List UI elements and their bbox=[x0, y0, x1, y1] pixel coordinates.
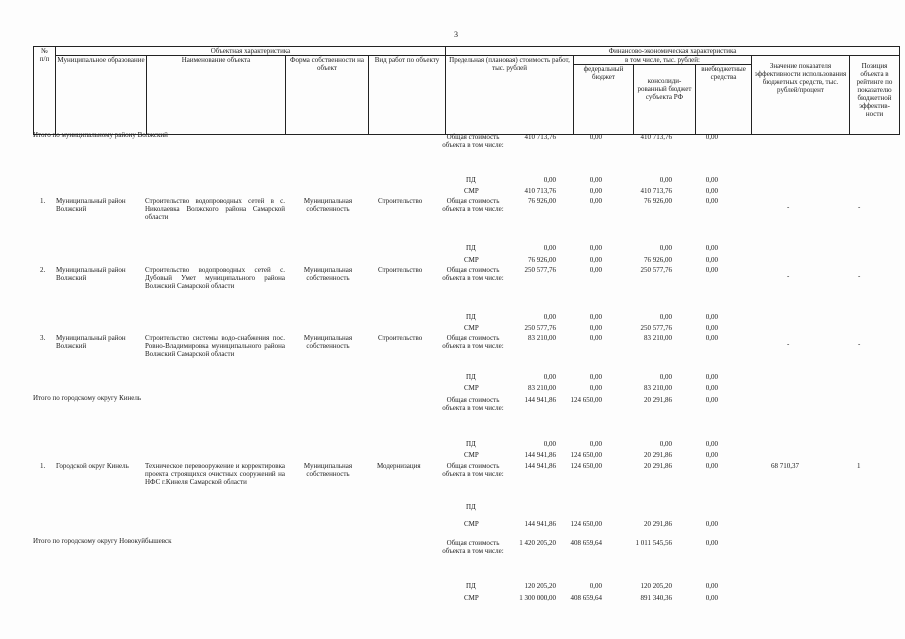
pd-row-federal: 0,00 bbox=[589, 313, 602, 321]
pd-row-consolidated: 0,00 bbox=[659, 244, 672, 252]
object-municipality: Городской округ Кинель bbox=[56, 462, 129, 470]
total-row-cost: 144 941,86 bbox=[524, 462, 556, 470]
smr-row-consolidated: 76 926,00 bbox=[644, 256, 672, 264]
smr-label: СМР bbox=[464, 520, 479, 528]
col-num-header: № п/п bbox=[34, 47, 56, 135]
smr-label: СМР bbox=[464, 594, 479, 602]
total-row-federal: 408 659,64 bbox=[570, 539, 602, 547]
object-position: - bbox=[858, 340, 861, 348]
pd-row-consolidated: 0,00 bbox=[659, 313, 672, 321]
total-cost-label: Общая стоимость объекта в том числе: bbox=[442, 462, 504, 479]
object-efficiency: - bbox=[787, 340, 790, 348]
total-row-consolidated: 250 577,76 bbox=[640, 266, 672, 274]
object-group-header: Объектная характеристика bbox=[56, 47, 446, 56]
object-position: 1 bbox=[857, 462, 861, 470]
object-municipality: Муниципальный район Волжский bbox=[56, 266, 126, 283]
pd-label: ПД bbox=[466, 244, 476, 252]
object-name: Строительство водопроводных сетей в с. Николаевка Волжского района Самарской области bbox=[145, 197, 285, 222]
pd-row-extrabudget: 0,00 bbox=[705, 582, 718, 590]
smr-label: СМР bbox=[464, 384, 479, 392]
smr-row-extrabudget: 0,00 bbox=[705, 324, 718, 332]
smr-row-cost: 1 300 000,00 bbox=[519, 594, 556, 602]
smr-row-consolidated: 20 291,86 bbox=[644, 451, 672, 459]
pd-label: ПД bbox=[466, 503, 476, 511]
pd-row-extrabudget: 0,00 bbox=[705, 176, 718, 184]
smr-row-consolidated: 891 340,36 bbox=[640, 594, 672, 602]
object-num: 2. bbox=[40, 266, 46, 274]
object-municipality: Муниципальный район Волжский bbox=[56, 197, 126, 214]
pd-label: ПД bbox=[466, 440, 476, 448]
col-federal-header: федеральный бюджет bbox=[574, 65, 634, 135]
smr-label: СМР bbox=[464, 451, 479, 459]
object-ownership: Муниципальная собственность bbox=[303, 197, 353, 214]
smr-row-extrabudget: 0,00 bbox=[705, 187, 718, 195]
object-position: - bbox=[858, 203, 861, 211]
total-row-extrabudget: 0,00 bbox=[705, 133, 718, 141]
pd-row-extrabudget: 0,00 bbox=[705, 440, 718, 448]
total-cost-label: Общая стоимость объекта в том числе: bbox=[442, 539, 504, 556]
total-cost-label: Общая стоимость объекта в том числе: bbox=[442, 197, 504, 214]
object-num: 3. bbox=[40, 334, 46, 342]
total-row-cost: 76 926,00 bbox=[528, 197, 556, 205]
col-efficiency-header: Значение показателя эффективности использования бюджетных средств, тыс. рублей/процент bbox=[752, 56, 850, 135]
object-efficiency: 68 710,37 bbox=[771, 462, 799, 470]
pd-row-cost: 0,00 bbox=[543, 313, 556, 321]
total-row-cost: 1 420 205,20 bbox=[519, 539, 556, 547]
total-row-consolidated: 1 011 545,56 bbox=[635, 539, 672, 547]
col-work-type-header: Вид работ по объекту bbox=[369, 56, 446, 135]
total-row-extrabudget: 0,00 bbox=[705, 334, 718, 342]
smr-row-federal: 408 659,64 bbox=[570, 594, 602, 602]
smr-row-federal: 0,00 bbox=[589, 384, 602, 392]
total-row-federal: 124 650,00 bbox=[570, 396, 602, 404]
col-municipality-header: Муниципальное образование bbox=[56, 56, 147, 135]
smr-row-extrabudget: 0,00 bbox=[705, 520, 718, 528]
smr-row-federal: 0,00 bbox=[589, 187, 602, 195]
pd-row-federal: 0,00 bbox=[589, 373, 602, 381]
total-row-cost: 410 713,76 bbox=[524, 133, 556, 141]
pd-label: ПД bbox=[466, 373, 476, 381]
page-number: 3 bbox=[454, 30, 458, 39]
group-title: Итого по городскому округу Кинель bbox=[33, 394, 142, 402]
total-row-extrabudget: 0,00 bbox=[705, 266, 718, 274]
pd-row-federal: 0,00 bbox=[589, 440, 602, 448]
smr-label: СМР bbox=[464, 187, 479, 195]
object-ownership: Муниципальная собственность bbox=[303, 462, 353, 479]
smr-row-extrabudget: 0,00 bbox=[705, 384, 718, 392]
object-name: Строительство системы водо-снабжения пос. Ровно-Владимировка муниципального района Волжский Самарской области bbox=[145, 334, 285, 359]
pd-row-consolidated: 0,00 bbox=[659, 440, 672, 448]
total-row-federal: 0,00 bbox=[589, 133, 602, 141]
pd-row-extrabudget: 0,00 bbox=[705, 244, 718, 252]
group-title: Итого по муниципальному району Волжский bbox=[33, 131, 168, 139]
total-row-consolidated: 20 291,86 bbox=[644, 396, 672, 404]
col-limit-cost-header: Предельная (плановая) стоимость работ, тыс. рублей bbox=[446, 56, 574, 135]
total-row-federal: 0,00 bbox=[589, 197, 602, 205]
col-consolidated-header: консолиди-рованный бюджет субъекта РФ bbox=[634, 65, 696, 135]
table-header bbox=[33, 46, 900, 135]
object-name: Строительство водопроводных сетей с. Дубовый Умет муниципального района Волжский Самарской области bbox=[145, 266, 285, 291]
smr-row-cost: 144 941,86 bbox=[524, 520, 556, 528]
smr-row-cost: 250 577,76 bbox=[524, 324, 556, 332]
total-row-extrabudget: 0,00 bbox=[705, 197, 718, 205]
smr-row-consolidated: 20 291,86 bbox=[644, 520, 672, 528]
pd-label: ПД bbox=[466, 313, 476, 321]
smr-row-cost: 410 713,76 bbox=[524, 187, 556, 195]
object-num: 1. bbox=[40, 462, 46, 470]
object-municipality: Муниципальный район Волжский bbox=[56, 334, 126, 351]
total-row-cost: 83 210,00 bbox=[528, 334, 556, 342]
object-ownership: Муниципальная собственность bbox=[303, 334, 353, 351]
total-row-cost: 144 941,86 bbox=[524, 396, 556, 404]
smr-label: СМР bbox=[464, 324, 479, 332]
smr-row-extrabudget: 0,00 bbox=[705, 451, 718, 459]
object-work-type: Модернизация bbox=[377, 462, 421, 470]
pd-label: ПД bbox=[466, 176, 476, 184]
total-cost-label: Общая стоимость объекта в том числе: bbox=[442, 334, 504, 351]
object-efficiency: - bbox=[787, 272, 790, 280]
smr-row-extrabudget: 0,00 bbox=[705, 256, 718, 264]
pd-label: ПД bbox=[466, 582, 476, 590]
col-incl-header: в том числе, тыс. рублей: bbox=[574, 56, 752, 65]
pd-row-cost: 0,00 bbox=[543, 440, 556, 448]
smr-row-consolidated: 83 210,00 bbox=[644, 384, 672, 392]
object-position: - bbox=[858, 272, 861, 280]
smr-row-consolidated: 250 577,76 bbox=[640, 324, 672, 332]
object-work-type: Строительство bbox=[378, 197, 423, 205]
total-row-federal: 0,00 bbox=[589, 334, 602, 342]
total-row-consolidated: 410 713,76 bbox=[640, 133, 672, 141]
group-title: Итого по городскому округу Новокуйбышевск bbox=[33, 537, 172, 545]
pd-row-consolidated: 0,00 bbox=[659, 176, 672, 184]
smr-row-federal: 124 650,00 bbox=[570, 520, 602, 528]
smr-row-consolidated: 410 713,76 bbox=[640, 187, 672, 195]
col-ownership-header: Форма собственности на объект bbox=[286, 56, 369, 135]
col-object-name-header: Наименование объекта bbox=[147, 56, 286, 135]
smr-row-federal: 0,00 bbox=[589, 256, 602, 264]
finance-group-header: Финансово-экономическая характеристика bbox=[446, 47, 900, 56]
pd-row-consolidated: 0,00 bbox=[659, 373, 672, 381]
smr-label: СМР bbox=[464, 256, 479, 264]
smr-row-cost: 83 210,00 bbox=[528, 384, 556, 392]
col-extrabudget-header: внебюджетные средства bbox=[696, 65, 752, 135]
object-efficiency: - bbox=[787, 203, 790, 211]
smr-row-extrabudget: 0,00 bbox=[705, 594, 718, 602]
pd-row-consolidated: 120 205,20 bbox=[640, 582, 672, 590]
total-row-consolidated: 76 926,00 bbox=[644, 197, 672, 205]
total-row-consolidated: 83 210,00 bbox=[644, 334, 672, 342]
pd-row-cost: 0,00 bbox=[543, 176, 556, 184]
total-row-extrabudget: 0,00 bbox=[705, 539, 718, 547]
pd-row-federal: 0,00 bbox=[589, 582, 602, 590]
pd-row-federal: 0,00 bbox=[589, 244, 602, 252]
total-row-federal: 124 650,00 bbox=[570, 462, 602, 470]
pd-row-cost: 120 205,20 bbox=[524, 582, 556, 590]
smr-row-federal: 0,00 bbox=[589, 324, 602, 332]
smr-row-cost: 76 926,00 bbox=[528, 256, 556, 264]
total-cost-label: Общая стоимость объекта в том числе: bbox=[442, 133, 504, 150]
object-work-type: Строительство bbox=[378, 334, 423, 342]
object-work-type: Строительство bbox=[378, 266, 423, 274]
smr-row-cost: 144 941,86 bbox=[524, 451, 556, 459]
object-ownership: Муниципальная собственность bbox=[303, 266, 353, 283]
pd-row-cost: 0,00 bbox=[543, 244, 556, 252]
smr-row-federal: 124 650,00 bbox=[570, 451, 602, 459]
total-row-extrabudget: 0,00 bbox=[705, 396, 718, 404]
total-row-cost: 250 577,76 bbox=[524, 266, 556, 274]
pd-row-cost: 0,00 bbox=[543, 373, 556, 381]
pd-row-federal: 0,00 bbox=[589, 176, 602, 184]
pd-row-extrabudget: 0,00 bbox=[705, 313, 718, 321]
object-num: 1. bbox=[40, 197, 46, 205]
total-row-consolidated: 20 291,86 bbox=[644, 462, 672, 470]
object-name: Техническое перевооружение и корректировка проекта строящихся очистных сооружений на НФС г.Кинеля Самарской области bbox=[145, 462, 285, 487]
col-position-header: Позиция объекта в рейтинге по показателю бюджетной эффектив-ности bbox=[850, 56, 900, 135]
total-cost-label: Общая стоимость объекта в том числе: bbox=[442, 396, 504, 413]
total-row-extrabudget: 0,00 bbox=[705, 462, 718, 470]
total-row-federal: 0,00 bbox=[589, 266, 602, 274]
pd-row-extrabudget: 0,00 bbox=[705, 373, 718, 381]
total-cost-label: Общая стоимость объекта в том числе: bbox=[442, 266, 504, 283]
